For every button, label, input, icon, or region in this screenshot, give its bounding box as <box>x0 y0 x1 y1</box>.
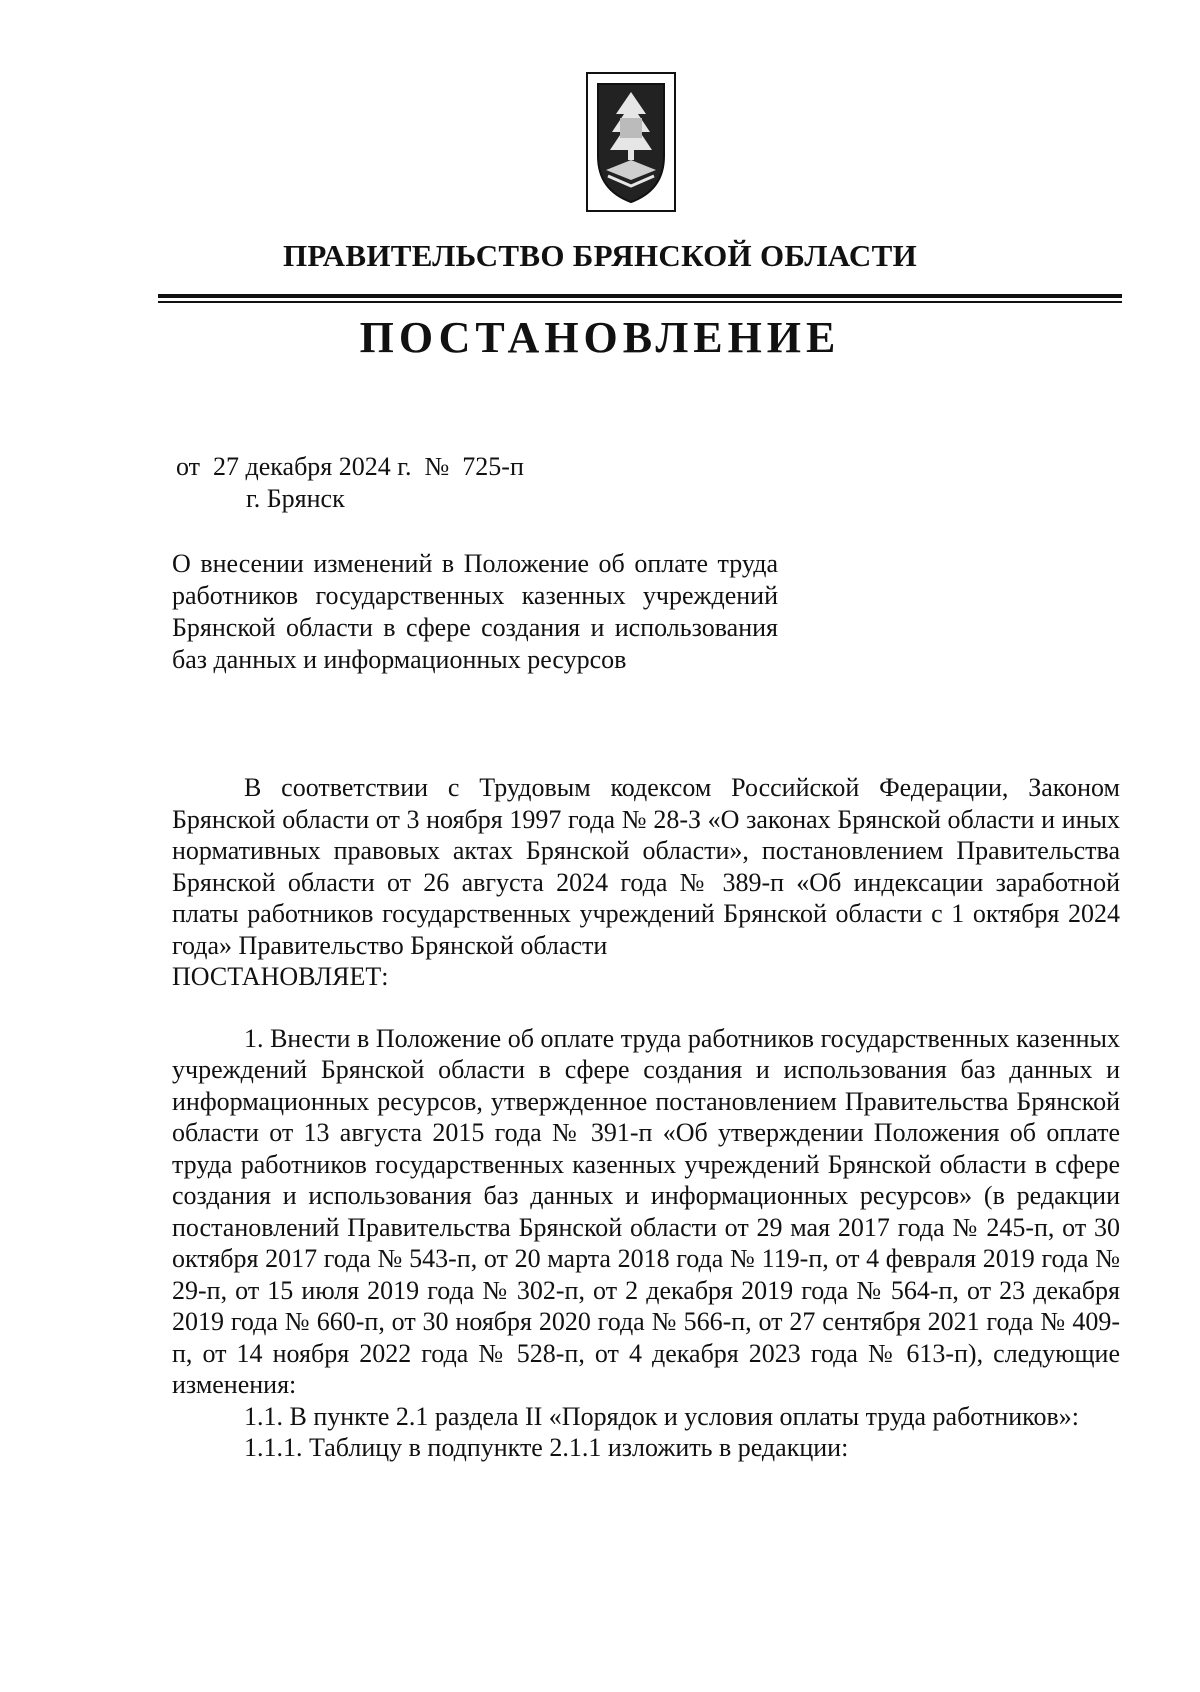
organization-title: ПРАВИТЕЛЬСТВО БРЯНСКОЙ ОБЛАСТИ <box>282 238 918 273</box>
item-1-paragraph: 1. Внести в Положение об оплате труда работников государственных казенных учреждений Брянской области в сфере создания и использования баз данных и информационных ресурсов, утвержденное постановлением Правительства Брянской области от 13 августа 2015 года № 391-п «Об утверждении Положения об оплате труда работников государственных казенных учреждений Брянской области в сфере создания и использования баз данных и информационных ресурсов» (в редакции постановлений Правительства Брянской области от 29 мая 2017 года № 245-п, от 30 октября 2017 года № 543-п, от 20 марта 2018 года № 119-п, от 4 февраля 2019 года № 29-п, от 15 июля 2019 года № 302-п, от 2 декабря 2019 года № 564-п, от 23 декабря 2019 года № 660-п, от 30 ноября 2020 года № 566-п, от 27 сентября 2021 года № 409-п, от 14 ноября 2022 года № 528-п, от 4 декабря 2023 года № 613-п), следующие изменения: <box>172 1023 1120 1399</box>
bryansk-coat-of-arms-icon <box>586 72 676 212</box>
date-and-number: от 27 декабря 2024 г. № 725-п <box>176 452 524 481</box>
preamble-paragraph: В соответствии с Трудовым кодексом Российской Федерации, Законом Брянской области от 3 ноября 1997 года № 28-З «О законах Брянской области и иных нормативных правовых актах Брянской области», постановлением Правительства Брянской области от 26 августа 2024 года № 389-п «Об индексации заработной платы работников государственных учреждений Брянской области с 1 октября 2024 года» Правительство Брянской области <box>172 773 1120 960</box>
city: г. Брянск <box>246 484 345 513</box>
header-divider-thick <box>158 294 1122 298</box>
resolves-line: ПОСТАНОВЛЯЕТ: <box>172 962 389 991</box>
document-body <box>172 772 1120 1464</box>
document-subject: О внесении изменений в Положение об оплате труда работников государственных казенных учреждений Брянской области в сфере создания и использования баз данных и информационных ресурсов <box>172 549 778 674</box>
header-divider-thin <box>158 301 1122 303</box>
item-1-1-paragraph: 1.1. В пункте 2.1 раздела II «Порядок и условия оплаты труда работников»: <box>244 1401 1079 1431</box>
document-type-title: ПОСТАНОВЛЕНИЕ <box>359 313 841 362</box>
item-1-1-1-paragraph: 1.1.1. Таблицу в подпункте 2.1.1 изложить в редакции: <box>244 1433 849 1462</box>
